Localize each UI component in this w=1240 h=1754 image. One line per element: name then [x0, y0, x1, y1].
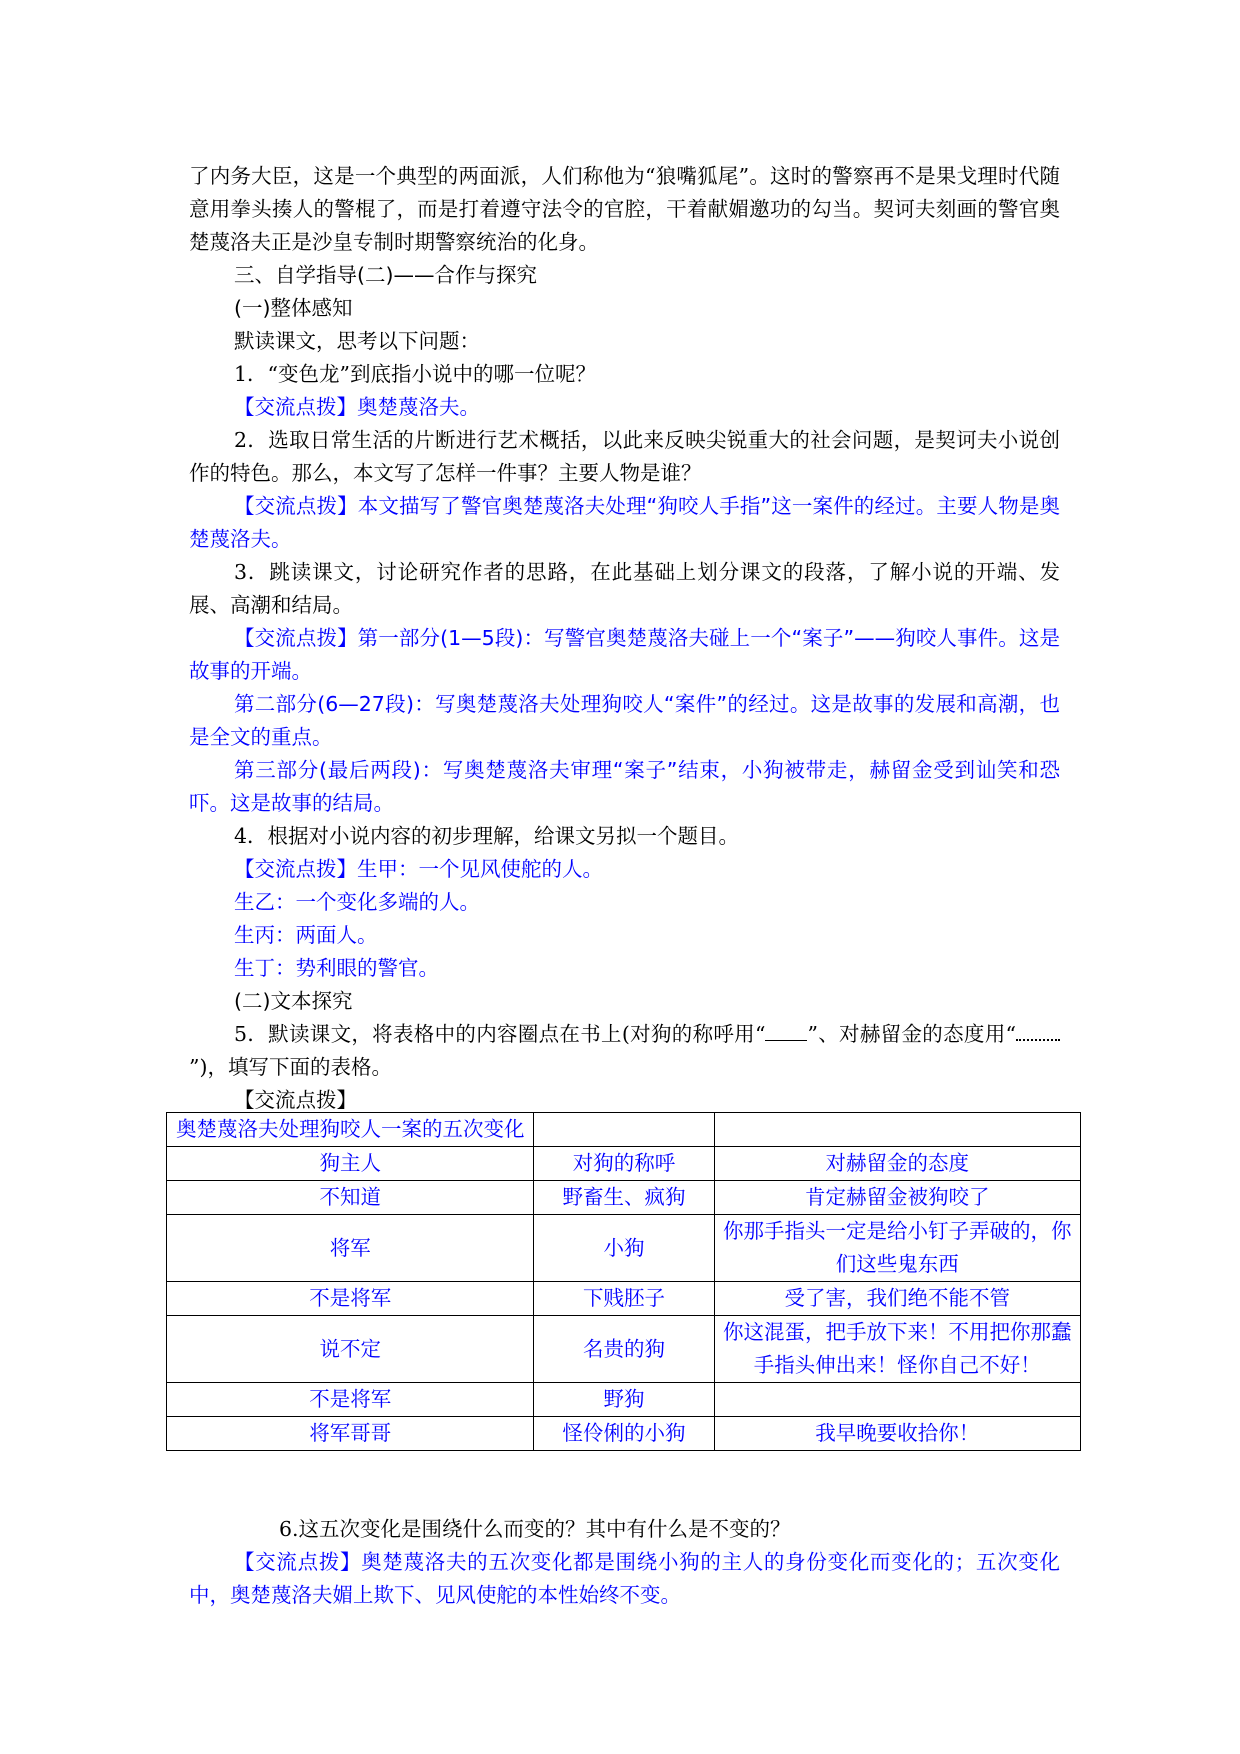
sub1-title: (一)整体感知 — [234, 296, 353, 320]
answer-4-a: 【交流点拨】生甲：一个见风使舵的人。 — [234, 857, 603, 881]
table-empty-cell — [714, 1113, 1080, 1147]
question-5 — [189, 1018, 1060, 1084]
sub2-title: (二)文本探究 — [234, 989, 353, 1013]
answer-3-part1: 【交流点拨】第一部分(1—5段)：写警官奥楚蔑洛夫碰上一个“案子”——狗咬人事件。这是故事的开端。 — [189, 626, 1060, 683]
answer-4-c: 生丙：两面人。 — [234, 923, 378, 947]
table-cell: 名贵的狗 — [534, 1316, 714, 1383]
header-attitude: 对赫留金的态度 — [714, 1147, 1080, 1181]
table-cell — [714, 1383, 1080, 1417]
table-title-cell: 奥楚蔑洛夫处理狗咬人一案的五次变化 — [167, 1113, 534, 1147]
table-label: 【交流点拨】 — [234, 1088, 357, 1112]
table-empty-cell — [534, 1113, 714, 1147]
table-cell: 野畜生、疯狗 — [534, 1181, 714, 1215]
answer-3-part2: 第二部分(6—27段)：写奥楚蔑洛夫处理狗咬人“案件”的经过。这是故事的发展和高潮，也是全文的重点。 — [189, 692, 1060, 749]
table-cell: 将军哥哥 — [167, 1417, 534, 1451]
table-cell: 我早晚要收拾你！ — [714, 1417, 1080, 1451]
table-cell: 你这混蛋，把手放下来！不用把你那蠢手指头伸出来！怪你自己不好！ — [714, 1316, 1080, 1383]
table-row — [167, 1383, 1081, 1417]
question-4: 4．根据对小说内容的初步理解，给课文另拟一个题目。 — [234, 824, 740, 848]
question-2: 2．选取日常生活的片断进行艺术概括，以此来反映尖锐重大的社会问题，是契诃夫小说创作的特色。那么，本文写了怎样一件事？主要人物是谁？ — [189, 428, 1060, 485]
header-dog-name: 对狗的称呼 — [534, 1147, 714, 1181]
table-title-row — [167, 1113, 1081, 1147]
table-cell: 怪伶俐的小狗 — [534, 1417, 714, 1451]
intro-paragraph: 了内务大臣，这是一个典型的两面派，人们称他为“狼嘴狐尾”。这时的警察再不是果戈理时代随意用拳头揍人的警棍了，而是打着遵守法令的官腔，干着献媚邀功的勾当。契诃夫刻画的警官奥楚蔑洛夫正是沙皇专制时期警察统治的化身。 — [189, 164, 1060, 254]
table-cell: 野狗 — [534, 1383, 714, 1417]
answer-1: 【交流点拨】奥楚蔑洛夫。 — [234, 395, 480, 419]
question-6: 6.这五次变化是围绕什么而变的？其中有什么是不变的？ — [279, 1517, 791, 1541]
table-row — [167, 1316, 1081, 1383]
answer-4-b: 生乙：一个变化多端的人。 — [234, 890, 480, 914]
answer-3-part3: 第三部分(最后两段)：写奥楚蔑洛夫审理“案子”结束，小狗被带走，赫留金受到讪笑和恐吓。这是故事的结局。 — [189, 758, 1060, 815]
table-cell: 说不定 — [167, 1316, 534, 1383]
answer-4-d: 生丁：势利眼的警官。 — [234, 956, 439, 980]
wavy-underline-blank — [1016, 1023, 1060, 1041]
table-cell: 肯定赫留金被狗咬了 — [714, 1181, 1080, 1215]
underline-blank — [765, 1022, 807, 1041]
question-5-text-b: ”、对赫留金的态度用“ — [807, 1022, 1016, 1046]
table-header-row — [167, 1147, 1081, 1181]
five-changes-table — [166, 1112, 1081, 1451]
table-cell: 不是将军 — [167, 1383, 534, 1417]
table-cell: 受了害，我们绝不能不管 — [714, 1282, 1080, 1316]
instruction: 默读课文，思考以下问题： — [234, 329, 480, 353]
answer-6: 【交流点拨】奥楚蔑洛夫的五次变化都是围绕小狗的主人的身份变化而变化的；五次变化中，奥楚蔑洛夫媚上欺下、见风使舵的本性始终不变。 — [189, 1550, 1060, 1607]
table-cell: 不是将军 — [167, 1282, 534, 1316]
table-cell: 不知道 — [167, 1181, 534, 1215]
document-page — [175, 160, 1072, 1607]
question-5-text-c: ”)，填写下面的表格。 — [189, 1055, 392, 1079]
question-3: 3．跳读课文，讨论研究作者的思路，在此基础上划分课文的段落，了解小说的开端、发展、高潮和结局。 — [189, 560, 1060, 617]
table-cell: 下贱胚子 — [534, 1282, 714, 1316]
table-cell: 小狗 — [534, 1215, 714, 1282]
question-5-text-a: 5．默读课文，将表格中的内容圈点在书上(对狗的称呼用“ — [234, 1022, 766, 1046]
section3-title: 三、自学指导(二)——合作与探究 — [234, 263, 537, 287]
answer-2: 【交流点拨】本文描写了警官奥楚蔑洛夫处理“狗咬人手指”这一案件的经过。主要人物是奥楚蔑洛夫。 — [189, 494, 1060, 551]
table-cell: 将军 — [167, 1215, 534, 1282]
question-1: 1．“变色龙”到底指小说中的哪一位呢？ — [234, 362, 597, 386]
table-cell: 你那手指头一定是给小钉子弄破的，你们这些鬼东西 — [714, 1215, 1080, 1282]
table-row — [167, 1181, 1081, 1215]
header-dog-owner: 狗主人 — [167, 1147, 534, 1181]
table-row — [167, 1215, 1081, 1282]
table-row — [167, 1282, 1081, 1316]
post-table-section — [189, 1513, 1060, 1612]
table-row — [167, 1417, 1081, 1451]
